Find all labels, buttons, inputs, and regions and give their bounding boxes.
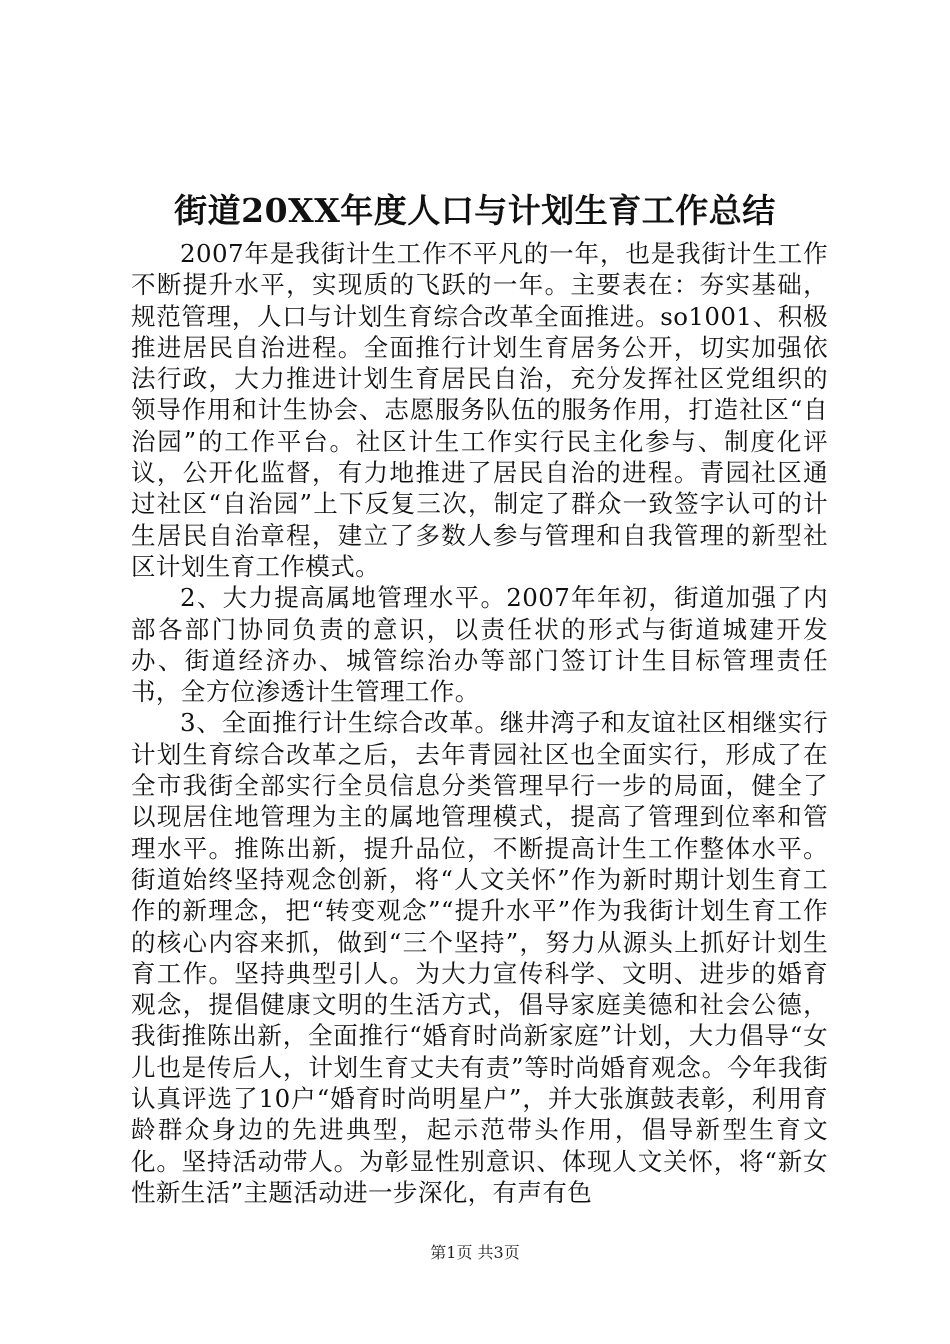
paragraph-3: 3、全面推行计生综合改革。继井湾子和友谊社区相继实行计划生育综合改革之后，去年青园社区也全面实行，形成了在全市我街全部实行全员信息分类管理早行一步的局面，健全了以现居住地管理为主的属地管理模式，提高了管理到位率和管理水平。推陈出新，提升品位，不断提高计生工作整体水平。街道始终坚持观念创新，将“人文关怀”作为新时期计划生育工作的新理念，把“转变观念”“提升水平”作为我街计划生育工作的核心内容来抓，做到“三个坚持”，努力从源头上抓好计划生育工作。坚持典型引人。为大力宣传科学、文明、进步的婚育观念，提倡健康文明的生活方式，倡导家庭美德和社会公德，我街推陈出新，全面推行“婚育时尚新家庭”计划，大力倡导“女儿也是传后人，计划生育丈夫有责”等时尚婚育观念。今年我街认真评选了10户“婚育时尚明星户”，并大张旗鼓表彰，利用育龄群众身边的先进典型，起示范带头作用，倡导新型生育文化。坚持活动带人。为彰显性别意识、体现人文关怀，将“新女性新生活”主题活动进一步深化，有声有色 <box>131 708 828 1207</box>
document-body <box>131 238 828 1208</box>
paragraph-2: 2、大力提高属地管理水平。2007年年初，街道加强了内部各部门协同负责的意识，以责任状的形式与街道城建开发办、街道经济办、城管综治办等部门签订计生目标管理责任书，全方位渗透计生管理工作。 <box>131 583 828 707</box>
document-title: 街道20XX年度人口与计划生育工作总结 <box>174 191 776 230</box>
paragraph-1: 2007年是我街计生工作不平凡的一年，也是我街计生工作不断提升水平，实现质的飞跃的一年。主要表在：夯实基础，规范管理，人口与计划生育综合改革全面推进。so1001、积极推进居民自治进程。全面推行计划生育居务公开，切实加强依法行政，大力推进计划生育居民自治，充分发挥社区党组织的领导作用和计生协会、志愿服务队伍的服务作用，打造社区“自治园”的工作平台。社区计生工作实行民主化参与、制度化评议，公开化监督，有力地推进了居民自治的进程。青园社区通过社区“自治园”上下反复三次，制定了群众一致签字认可的计生居民自治章程，建立了多数人参与管理和自我管理的新型社区计划生育工作模式。 <box>131 239 828 581</box>
page-number-footer: 第1页 共3页 <box>430 1243 520 1262</box>
